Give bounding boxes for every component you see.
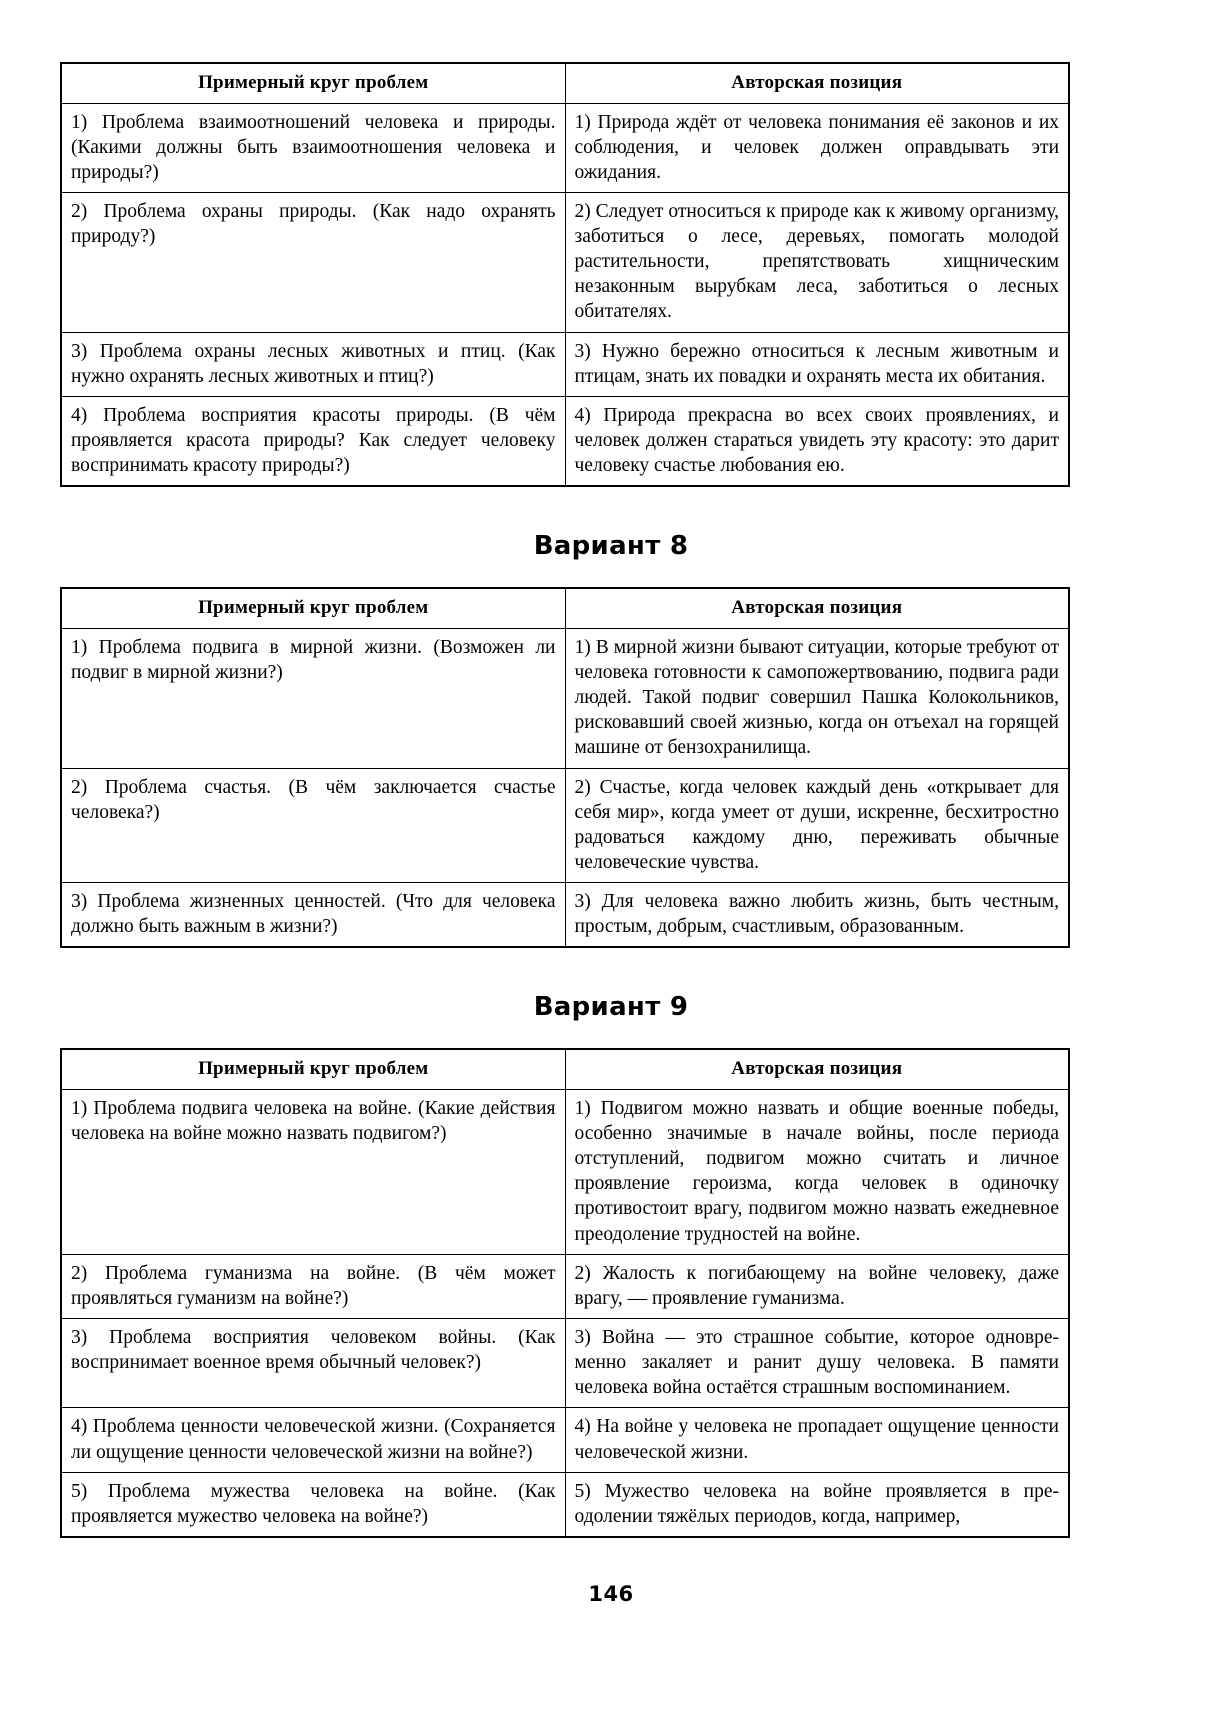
column-header-position: Авторская позиция	[565, 588, 1069, 628]
spacer	[60, 1022, 1162, 1048]
table-row	[61, 1319, 1069, 1408]
cell-position: 3) Нужно бережно относиться к лесным животным и птицам, знать их повадки и охранять места их обитания.	[565, 332, 1069, 396]
cell-position: 2) Следует относиться к природе как к живому организму, заботиться о лесе, деревьях, помогать молодой растительности, препятствовать хищническим незаконным вырубкам леса, заботиться о лесных обитателях.	[565, 192, 1069, 332]
cell-problem: 3) Проблема жизненных ценностей. (Что для человека должно быть важным в жизни?)	[61, 883, 565, 948]
table-row	[61, 883, 1069, 948]
table-row	[61, 1254, 1069, 1318]
table-row	[61, 192, 1069, 332]
cell-problem: 3) Проблема охраны лесных животных и птиц. (Как нужно охранять лесных животных и птиц?)	[61, 332, 565, 396]
cell-position: 1) Подвигом можно назвать и общие военные победы, особенно значимые в начале войны, после периода отступлений, подвигом можно считать и личное проявление героизма, когда человек в одиночку противостоит врагу, подвигом можно назвать ежедневное преодоление трудностей на войне.	[565, 1089, 1069, 1254]
cell-position: 3) Война — это страшное событие, которое одновременно закаляет и ранит душу человека. В памяти человека война остаётся страшным воспоминанием.	[565, 1319, 1069, 1408]
page-number: 146	[588, 1581, 634, 1606]
spacer	[60, 561, 1162, 587]
column-header-problems: Примерный круг проблем	[61, 588, 565, 628]
column-header-position: Авторская позиция	[565, 63, 1069, 103]
cell-position: 2) Жалость к погибающему на войне человеку, даже врагу, — проявление гуманизма.	[565, 1254, 1069, 1318]
table-body	[61, 103, 1069, 486]
table-header-row	[61, 1049, 1069, 1089]
cell-problem: 2) Проблема счастья. (В чём заключается счастье человека?)	[61, 768, 565, 883]
table-row	[61, 103, 1069, 192]
cell-position: 5) Мужество человека на войне проявляется в преодолении тяжёлых периодов, когда, например,	[565, 1472, 1069, 1537]
problems-table	[60, 1048, 1070, 1538]
cell-position: 1) Природа ждёт от человека понимания её законов и их соблюдения, и человек должен оправдывать эти ожидания.	[565, 103, 1069, 192]
column-header-problems: Примерный круг проблем	[61, 63, 565, 103]
table-header-row	[61, 588, 1069, 628]
problems-table	[60, 62, 1070, 487]
column-header-position: Авторская позиция	[565, 1049, 1069, 1089]
cell-problem: 2) Проблема охраны природы. (Как надо охранять природу?)	[61, 192, 565, 332]
cell-problem: 1) Проблема взаимоотношений человека и природы. (Какими должны быть взаимоотношения человека и природы?)	[61, 103, 565, 192]
table-body	[61, 1089, 1069, 1537]
cell-problem: 2) Проблема гуманизма на войне. (В чём может проявляться гуманизм на войне?)	[61, 1254, 565, 1318]
cell-position: 2) Счастье, когда человек каждый день «открывает для себя мир», когда умеет от души, искренне, бесхитростно радоваться каждому дню, переживать обычные человеческие чувства.	[565, 768, 1069, 883]
cell-problem: 5) Проблема мужества человека на войне. (Как проявляется мужество человека на войне?)	[61, 1472, 565, 1537]
cell-problem: 1) Проблема подвига человека на войне. (Какие действия человека на войне можно назвать подвигом?)	[61, 1089, 565, 1254]
cell-problem: 3) Проблема восприятия человеком войны. (Как воспринимает военное время обычный человек?)	[61, 1319, 565, 1408]
cell-position: 1) В мирной жизни бывают ситуации, которые требуют от человека готовности к самопожертвованию, подвига ради людей. Такой подвиг совершил Пашка Колокольников, рисковавший своей жизнью, когда он отъехал на горящей машине от бензохранилища.	[565, 628, 1069, 768]
problems-table	[60, 587, 1070, 948]
table-row	[61, 1408, 1069, 1472]
table-header-row	[61, 63, 1069, 103]
section-title-variant-9: Вариант 9	[533, 992, 689, 1023]
table-row	[61, 332, 1069, 396]
table-row	[61, 396, 1069, 486]
table-row	[61, 1089, 1069, 1254]
section-title-variant-8: Вариант 8	[533, 531, 689, 562]
cell-position: 4) Природа прекрасна во всех своих проявлениях, и человек должен стараться увидеть эту красоту: это дарит человеку счастье любования ею.	[565, 396, 1069, 486]
cell-position: 3) Для человека важно любить жизнь, быть честным, простым, добрым, счастливым, образованным.	[565, 883, 1069, 948]
table-body	[61, 628, 1069, 947]
column-header-problems: Примерный круг проблем	[61, 1049, 565, 1089]
cell-problem: 4) Проблема восприятия красоты природы. (В чём проявляется красота природы? Как следует человеку воспринимать красоту природы?)	[61, 396, 565, 486]
cell-problem: 1) Проблема подвига в мирной жизни. (Возможен ли подвиг в мирной жизни?)	[61, 628, 565, 768]
cell-problem: 4) Проблема ценности человеческой жизни. (Сохраняется ли ощущение ценности человеческой жизни на войне?)	[61, 1408, 565, 1472]
spacer	[60, 487, 1162, 531]
spacer	[60, 948, 1162, 992]
table-row	[61, 628, 1069, 768]
table-row	[61, 1472, 1069, 1537]
table-row	[61, 768, 1069, 883]
cell-position: 4) На войне у человека не пропадает ощущение ценности человеческой жизни.	[565, 1408, 1069, 1472]
